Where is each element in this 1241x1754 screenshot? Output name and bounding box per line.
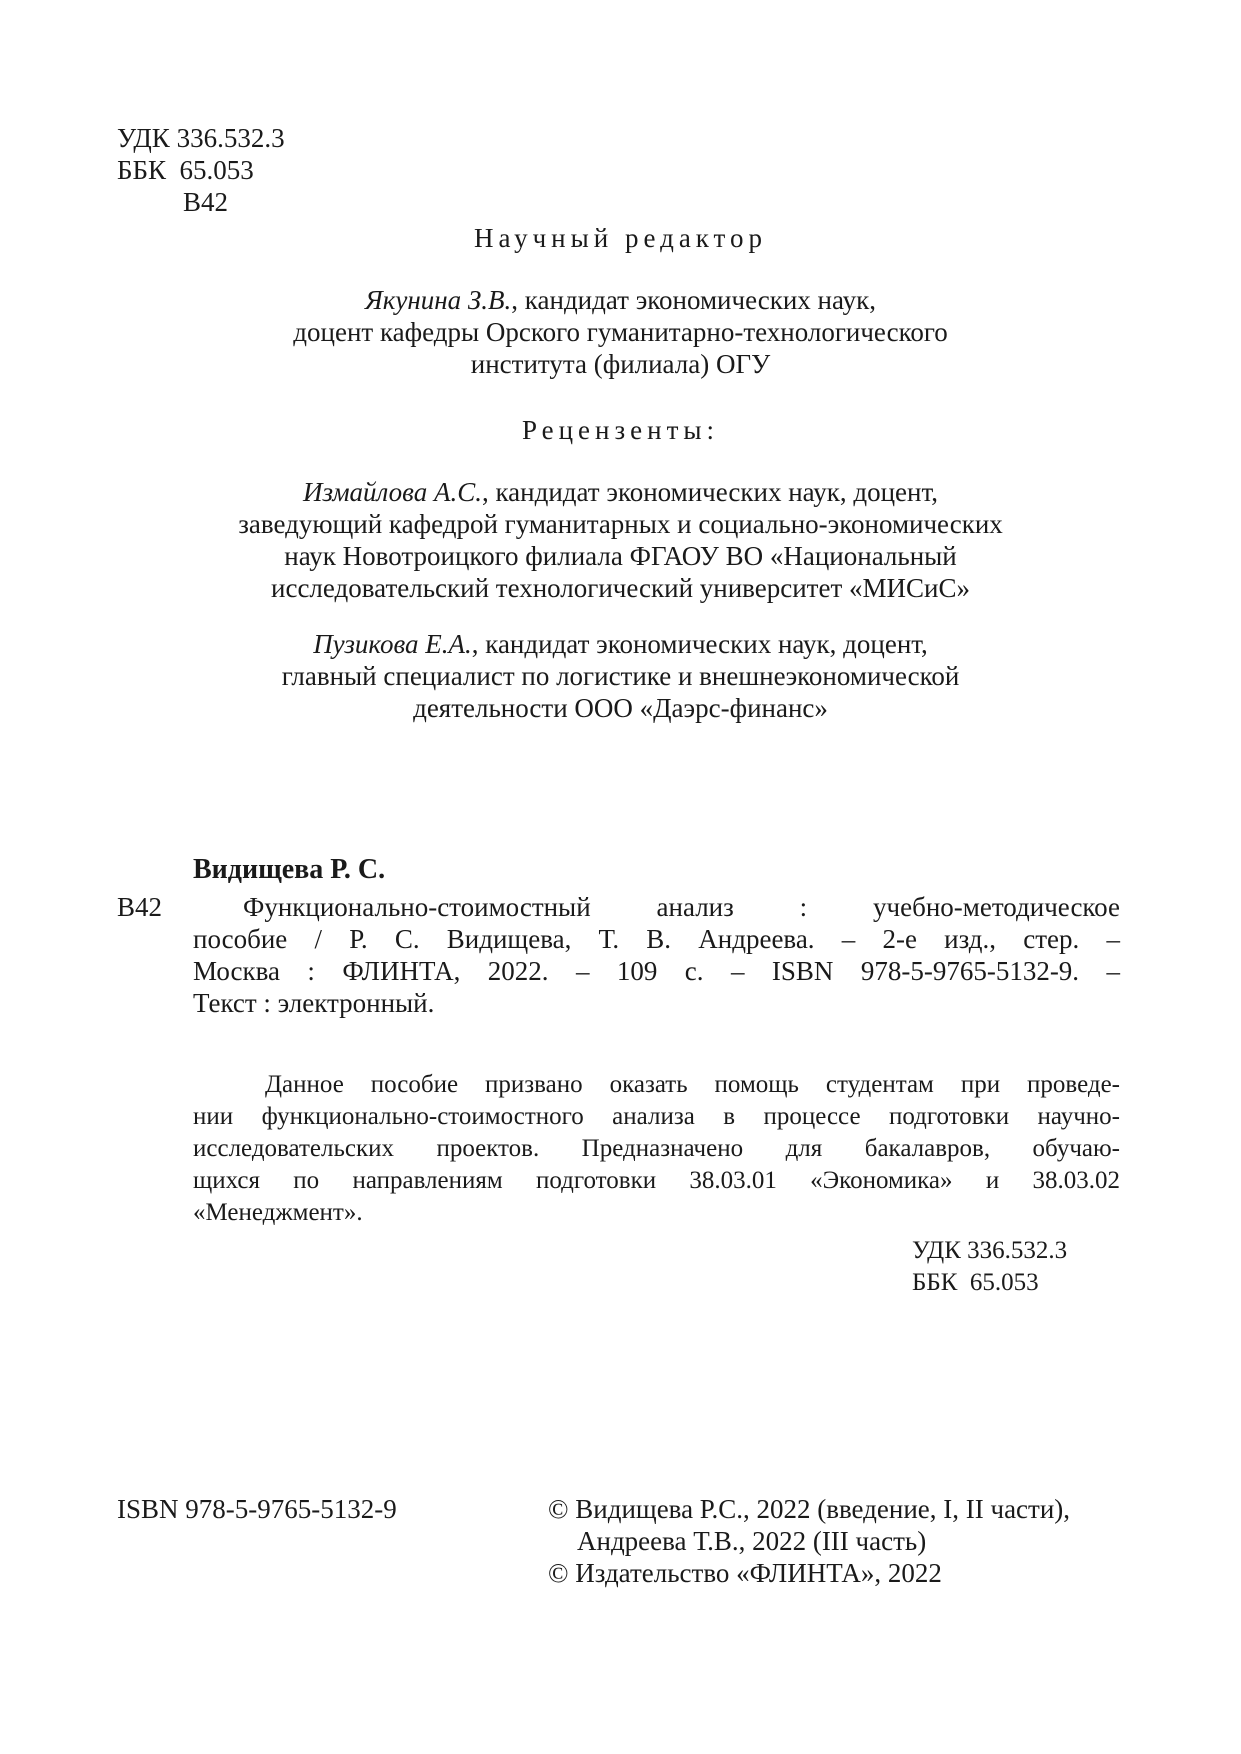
reviewer2-line-1 [0,628,1241,660]
reviewer2-credentials: , кандидат экономических наук, доцент, [471,629,928,659]
catalog-line-3: Москва : ФЛИНТА, 2022. – 109 с. – ISBN 978-5-9765-5132-9. – [193,956,1120,986]
bbk-code-top: ББК 65.053 [117,155,254,185]
copyright-line-2: Андреева Т.В., 2022 (III часть) [577,1526,927,1556]
editor-line-1 [0,284,1241,316]
author-mark-top: В42 [183,187,229,217]
reviewer2-name: Пузикова Е.А. [313,629,472,659]
editor-line-2: доцент кафедры Орского гуманитарно-технологического [293,317,948,347]
annotation-line-1: Данное пособие призвано оказать помощь студентам при проведе- [265,1071,1120,1098]
bbk-code-bottom: ББК 65.053 [912,1269,1039,1296]
isbn: ISBN 978-5-9765-5132-9 [117,1494,397,1524]
reviewer1-line-1 [0,476,1241,508]
annotation-line-5: «Менеджмент». [193,1199,363,1226]
catalog-description [193,891,1120,1019]
editor-credentials: , кандидат экономических наук, [511,285,876,315]
udk-code-top: УДК 336.532.3 [117,123,285,153]
reviewer2-line-3: деятельности ООО «Даэрс-финанс» [413,693,828,723]
editor-line-3: института (филиала) ОГУ [470,349,771,379]
editor-heading: Научный редактор [473,223,768,253]
reviewer1-credentials: , кандидат экономических наук, доцент, [481,477,939,507]
udk-code-bottom: УДК 336.532.3 [912,1237,1068,1264]
catalog-line-4: Текст : электронный. [193,988,435,1018]
annotation-line-3: исследовательских проектов. Предназначено для бакалавров, обучаю- [193,1135,1120,1162]
catalog-line-2: пособие / Р. С. Видищева, Т. В. Андреева. – 2-е изд., стер. – [193,924,1120,954]
catalog-mark: В42 [117,892,163,922]
annotation [193,1069,1120,1229]
reviewer2-line-2: главный специалист по логистике и внешнеэкономической [281,661,960,691]
reviewer1-line-2: заведующий кафедрой гуманитарных и социально-экономических [238,509,1003,539]
copyright-line-3: © Издательство «ФЛИНТА», 2022 [548,1558,942,1588]
catalog-author: Видищева Р. С. [193,854,386,885]
annotation-line-4: щихся по направлениям подготовки 38.03.01 «Экономика» и 38.03.02 [193,1167,1120,1194]
reviewer1-line-3: наук Новотроицкого филиала ФГАОУ ВО «Национальный [284,541,957,571]
catalog-line-1: Функционально-стоимостный анализ : учебно-методическое [243,892,1120,922]
reviewers-heading: Рецензенты: [521,415,720,445]
editor-name: Якунина З.В. [365,285,512,315]
annotation-line-2: нии функционально-стоимостного анализа в процессе подготовки научно- [193,1103,1120,1130]
reviewer1-line-4: исследовательский технологический университет «МИСиС» [271,573,970,603]
copyright-line-1: © Видищева Р.С., 2022 (введение, I, II части), [548,1494,1071,1524]
reviewer1-name: Измайлова А.С. [302,477,482,507]
